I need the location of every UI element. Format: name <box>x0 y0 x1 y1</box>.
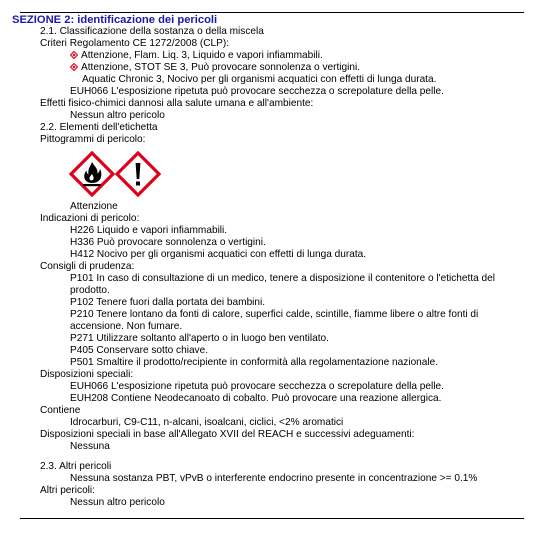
other-hazards-value: Nessun altro pericolo <box>70 497 165 508</box>
flame-icon <box>69 151 115 197</box>
effects-value: Nessun altro pericolo <box>70 110 165 121</box>
classification-row: Aquatic Chronic 3, Nocivo per gli organismi acquatici con effetti di lunga durata. <box>82 74 437 85</box>
contains-value: Idrocarburi, C9-C11, n-alcani, isoalcani, ciclici, <2% aromatici <box>70 417 344 428</box>
reach-value: Nessuna <box>70 441 110 452</box>
classification-text: Attenzione, STOT SE 3, Può provocare sonnolenza o vertigini. <box>81 62 361 73</box>
special-provision: EUH066 L'esposizione ripetuta può provocare secchezza o screpolature della pelle. <box>70 381 444 392</box>
section-title: SEZIONE 2: identificazione dei pericoli <box>12 14 218 26</box>
precaution-line: P501 Smaltire il prodotto/recipiente in conformità alla regolamentazione nazionale. <box>70 357 439 368</box>
classification-text: Attenzione, Flam. Liq. 3, Liquido e vapori infiammabili. <box>81 50 323 61</box>
precaution-line: prodotto. <box>70 285 110 296</box>
ghs-hazard-icon <box>70 51 78 59</box>
precaution-line: accensione. Non fumare. <box>70 321 183 332</box>
exclamation-mark-icon <box>115 151 161 197</box>
classification-row <box>70 50 323 62</box>
effects-label: Effetti fisico-chimici dannosi alla salute umana e all'ambiente: <box>40 98 314 109</box>
special-provision: EUH208 Contiene Neodecanoato di cobalto. Può provocare una reazione allergica. <box>70 393 442 404</box>
sub-2-1-heading: 2.1. Classificazione della sostanza o della miscela <box>40 26 264 37</box>
hazard-statements-label: Indicazioni di pericolo: <box>40 213 140 224</box>
special-provisions-label: Disposizioni speciali: <box>40 369 134 380</box>
top-rule <box>20 12 524 13</box>
contains-label: Contiene <box>40 405 81 416</box>
ghs-hazard-icon <box>70 63 78 71</box>
signal-word: Attenzione <box>70 201 118 212</box>
sub-2-2-heading: 2.2. Elementi dell'etichetta <box>40 122 158 133</box>
reach-label: Disposizioni speciali in base all'Allegato XVII del REACH e successivi adeguamenti: <box>40 429 415 440</box>
pictograms-label: Pittogrammi di pericolo: <box>40 134 146 145</box>
classification-row <box>70 62 360 74</box>
precaution-line: P271 Utilizzare soltanto all'aperto o in luogo ben ventilato. <box>70 333 329 344</box>
hazard-statement: H226 Liquido e vapori infiammabili. <box>70 225 228 236</box>
other-hazards-label: Altri pericoli: <box>40 485 95 496</box>
precaution-label: Consigli di prudenza: <box>40 261 135 272</box>
bottom-rule <box>20 518 524 519</box>
pbt-statement: Nessuna sostanza PBT, vPvB o interferente endocrino presente in concentrazione >= 0.1% <box>70 473 478 484</box>
hazard-statement: H336 Può provocare sonnolenza o vertigini. <box>70 237 266 248</box>
classification-row: EUH066 L'esposizione ripetuta può provocare secchezza o screpolature della pelle. <box>70 86 444 97</box>
precaution-line: P405 Conservare sotto chiave. <box>70 345 209 356</box>
precaution-line: P210 Tenere lontano da fonti di calore, superfici calde, scintille, fiamme libere o altre fonti di <box>70 309 479 320</box>
precaution-line: P102 Tenere fuori dalla portata dei bambini. <box>70 297 266 308</box>
precaution-line: P101 In caso di consultazione di un medico, tenere a disposizione il contenitore o l'etichetta del <box>70 273 496 284</box>
sub-2-3-heading: 2.3. Altri pericoli <box>40 461 112 472</box>
hazard-statement: H412 Nocivo per gli organismi acquatici con effetti di lunga durata. <box>70 249 367 260</box>
criteria-label: Criteri Regolamento CE 1272/2008 (CLP): <box>40 38 230 49</box>
